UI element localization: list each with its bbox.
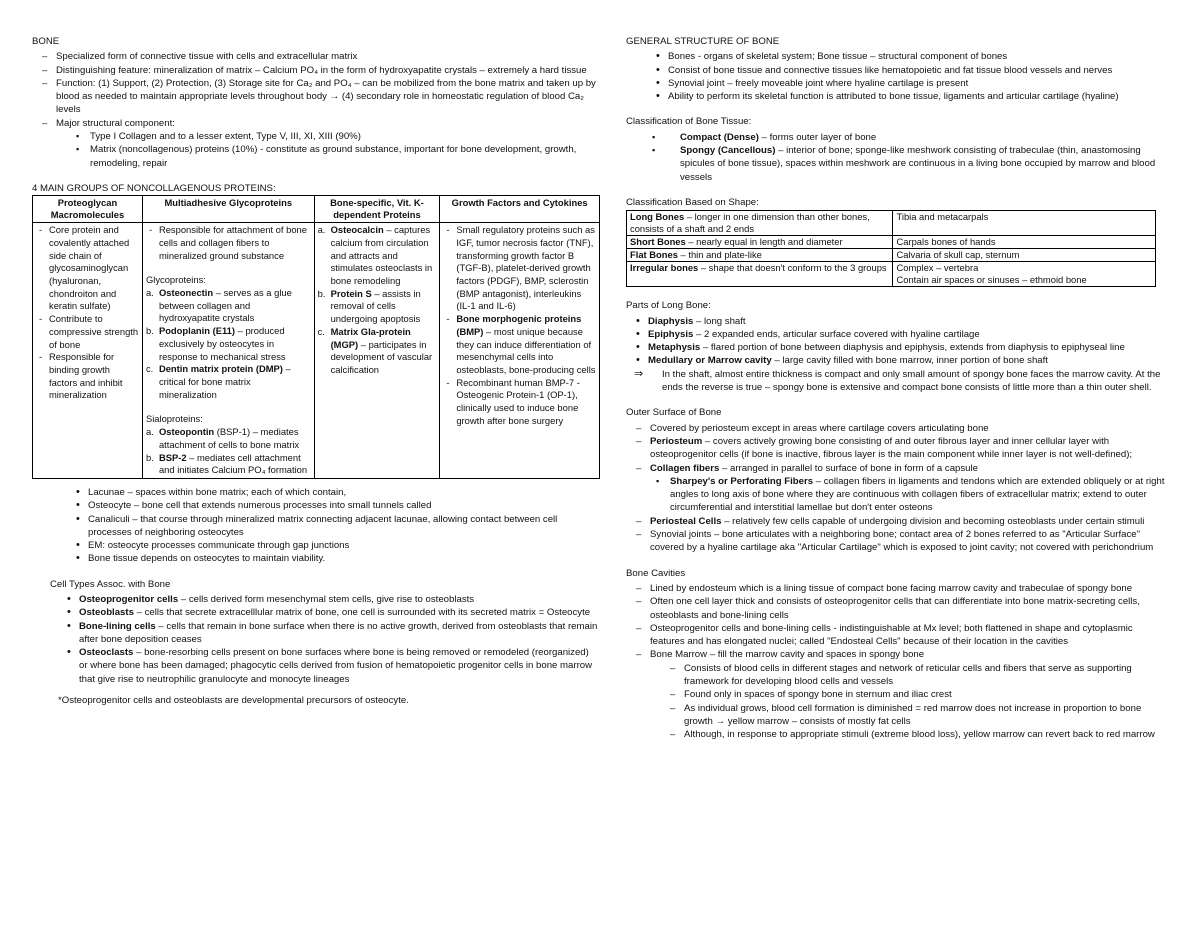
table-cell: Calvaria of skull cap, sternum bbox=[893, 249, 1156, 262]
list-item: – As individual grows, blood cell formation is diminished = red marrow does not increase in proportion to bone growth → yellow marrow – consists of mostly fat cells bbox=[660, 702, 1166, 729]
list-item: c. Dentin matrix protein (DMP) – critical for bone matrix mineralization bbox=[145, 363, 291, 400]
table-cell bbox=[314, 223, 440, 479]
list-item: – Periosteal Cells – relatively few cells capable of undergoing division and becoming osteoblasts under certain stimuli bbox=[626, 515, 1166, 528]
list-item: • Osteoclasts – bone-resorbing cells present on bone surfaces where bone is being removed or remodeled (reorganized) or where bone has been damaged; phagocytic cells derived from fusion of hematopoietic progenitor cells in bone marrow that give rise to neutrophilic granulocyte and monocyte lineages bbox=[57, 646, 600, 686]
bone-heading: BONE bbox=[32, 36, 60, 47]
footnote: *Osteoprogenitor cells and osteoblasts are developmental precursors of osteocyte. bbox=[58, 695, 409, 707]
sialoproteins-label: Sialoproteins: bbox=[145, 413, 203, 425]
list-item: – Function: (1) Support, (2) Protection, (3) Storage site for Ca₂ and PO₄ – can be mobilized from the bone matrix and taken up by blood as needed to maintain appropriate levels throughout body → (4) secondary role in homeostatic regulation of blood Ca₂ levels bbox=[32, 77, 600, 117]
glycoproteins-label: Glycoproteins: bbox=[145, 274, 206, 286]
list-item: b. Protein S – assists in removal of cells undergoing apoptosis bbox=[317, 287, 421, 325]
list-item: – Periosteum – covers actively growing bone consisting of and outer fibrous layer and inner cellular layer with osteoprogenitor cells (if bone is inactive, fibrous layer is the main component while inner layer is not well-defined); bbox=[626, 435, 1166, 462]
table-header-row bbox=[33, 196, 600, 223]
bone-list bbox=[32, 50, 600, 170]
list-item: – Covered by periosteum except in areas where cartilage covers articulating bone bbox=[626, 422, 1166, 435]
lacunae-list bbox=[66, 486, 600, 566]
list-item: – Specialized form of connective tissue with cells and extracellular matrix bbox=[32, 50, 600, 63]
list-item: – Found only in spaces of spongy bone in sternum and iliac crest bbox=[660, 688, 1166, 701]
table-cell bbox=[142, 223, 314, 479]
list-item: – Consists of blood cells in different stages and network of reticular cells and fibers that serve as supporting framework for developing blood cells and vessels bbox=[660, 662, 1166, 689]
list-item: – Distinguishing feature: mineralization of matrix – Calcium PO₄ in the form of hydroxyapatite crystals – extremely a hard tissue bbox=[32, 64, 600, 77]
list-item: b. Podoplanin (E11) – produced exclusively by osteocytes in response to mechanical stress bbox=[145, 325, 286, 362]
list-item: - Responsible for attachment of bone cells and collagen fibers to mineralized ground substance bbox=[146, 224, 311, 262]
list-item: ▪ Matrix (noncollagenous) proteins (10%) - constitute as ground substance, important for bone development, growth, remodeling, repair bbox=[70, 143, 600, 170]
list-item-text: Major structural component: bbox=[56, 117, 175, 129]
table-cell: Complex – vertebra Contain air spaces or sinuses – ethmoid bone bbox=[893, 262, 1156, 287]
table-header: Multiadhesive Glycoproteins bbox=[142, 196, 314, 223]
list-item: – Bone Marrow – fill the marrow cavity and spaces in spongy bone – Consists of blood cells in different stages and network of reticular cells and fibers that serve as supporting framework for developing blood cells and vessels – Found only in spaces of spongy bone in sternum and iliac crest – As individual grows, blood cell formation is diminished = red marrow does not increase in proportion to bone growth → yellow marrow – consists of mostly fat cells – Although, in response to appropriate stimuli (extreme blood loss), yellow marrow can revert back to red marrow bbox=[626, 648, 1166, 741]
list-item: a. Osteocalcin – captures calcium from circulation and attracts and stimulates osteoclasts in bone remodeling bbox=[317, 224, 433, 287]
list-item: c. Matrix Gla-protein (MGP) – participates in development of vascular calcification bbox=[317, 325, 433, 375]
list-item: b. BSP-2 – mediates cell attachment and initiates Calcium PO₄ formation bbox=[145, 451, 308, 476]
table-cell: Long Bones – longer in one dimension than other bones, consists of a shaft and 2 ends bbox=[627, 211, 893, 236]
cell-types-list bbox=[57, 593, 600, 686]
table-row bbox=[627, 249, 1156, 262]
list-item: • Osteoblasts – cells that secrete extracelllular matrix of bone, one cell is surrounded with its secreted matrix = Osteocyte bbox=[57, 606, 600, 619]
bone-cavities-heading: Bone Cavities bbox=[626, 567, 686, 579]
table-row bbox=[627, 211, 1156, 236]
list-item bbox=[32, 117, 600, 170]
list-item: • Canaliculi – that course through mineralized matrix connecting adjacent lacunae, allowing contact between cell processes of neighboring osteocytes bbox=[66, 513, 600, 540]
table-header: Bone-specific, Vit. K-dependent Proteins bbox=[314, 196, 440, 223]
list-item: - Responsible for binding growth factors and inhibit mineralization bbox=[36, 351, 139, 402]
left-column bbox=[32, 35, 600, 707]
shape-classification-heading: Classification Based on Shape: bbox=[626, 196, 759, 208]
list-item: – Synovial joints – bone articulates with a neighboring bone; contact area of 2 bones referred to as "Articular Surface" covered by a hyaline cartilage aka "Articular Cartilage" which is exposed to joint cavity; not covered with perichondrium bbox=[626, 528, 1166, 555]
list-item: • Epiphysis – 2 expanded ends, articular surface covered with hyaline cartilage bbox=[626, 328, 1166, 341]
list-item: - Bone morphogenic proteins (BMP) – most unique because they can induce differentiation of mesenchymal cells into osteoblasts, bone-producing cells bbox=[443, 313, 596, 377]
proteins-table bbox=[32, 195, 600, 479]
general-structure-heading: GENERAL STRUCTURE OF BONE bbox=[626, 36, 780, 47]
parts-list bbox=[626, 315, 1166, 368]
list-item: - Core protein and covalently attached side chain of glycosaminoglycan (hyaluronan, chondroiton and keratin sulfate) bbox=[36, 224, 139, 313]
list-item: - Contribute to compressive strength of bone bbox=[36, 313, 139, 351]
list-item: – Collagen fibers – arranged in parallel to surface of bone in form of a capsule ▪ Sharpey's or Perforating Fibers – collagen fibers in ligaments and tendons which are extended obliquely or at right angles to long axis of bone where they are continuous with collagen fibers of extracellular matrix; extend to outer circumferential and interstitial lamellae but don't enter osteons bbox=[626, 462, 1166, 515]
table-row bbox=[627, 236, 1156, 249]
structural-list bbox=[70, 130, 600, 170]
list-item: • Metaphysis – flared portion of bone between diaphysis and epiphysis, extends from diaphysis to epiphyseal line bbox=[626, 341, 1166, 354]
table-row bbox=[627, 262, 1156, 287]
table-header: Proteoglycan Macromolecules bbox=[33, 196, 143, 223]
list-item: ▪ Compact (Dense) – forms outer layer of bone bbox=[646, 131, 1166, 144]
list-item: • Medullary or Marrow cavity – large cavity filled with bone marrow, inner portion of bone shaft bbox=[626, 354, 1166, 367]
table-cell: Carpals bones of hands bbox=[893, 236, 1156, 249]
parts-heading: Parts of Long Bone: bbox=[626, 300, 711, 312]
list-item: – Often one cell layer thick and consists of osteoprogenitor cells that can differentiate into bone matrix-secreting cells, osteoblasts and bone-lining cells bbox=[626, 595, 1166, 622]
list-item: • Bones - organs of skeletal system; Bone tissue – structural component of bones bbox=[646, 50, 1166, 63]
list-item: • Bone tissue depends on osteocytes to maintain viability. bbox=[66, 552, 600, 565]
table-header: Growth Factors and Cytokines bbox=[440, 196, 600, 223]
list-item: - Small regulatory proteins such as IGF, tumor necrosis factor (TNF), transforming growth factor B (TGF-B), platelet-derived growth factors (PDGF), BMP, sclerostin (BMP antagonist), interleukins (IL-1 and IL-6) bbox=[443, 224, 596, 313]
list-item: a. Osteonectin – serves as a glue between collagen and hydroxyapatite crystals bbox=[145, 287, 292, 324]
list-item: • Osteoprogenitor cells – cells derived form mesenchymal stem cells, give rise to osteoblasts bbox=[57, 593, 600, 606]
shape-table bbox=[626, 210, 1156, 287]
list-item: - Recombinant human BMP-7 - Osteogenic Protein-1 (OP-1), clinically used to induce bone growth after bone surgery bbox=[443, 377, 596, 428]
tissue-classification-heading: Classification of Bone Tissue: bbox=[626, 116, 752, 128]
cell-types-heading: Cell Types Assoc. with Bone bbox=[50, 578, 171, 590]
list-item: • EM: osteocyte processes communicate through gap junctions bbox=[66, 539, 600, 552]
table-cell: Tibia and metacarpals bbox=[893, 211, 1156, 236]
table-title: 4 MAIN GROUPS OF NONCOLLAGENOUS PROTEINS: bbox=[32, 182, 276, 194]
general-structure-list bbox=[646, 50, 1166, 103]
right-column bbox=[626, 35, 1166, 741]
list-item: – Lined by endosteum which is a lining tissue of compact bone facing marrow cavity and trabeculae of spongy bone bbox=[626, 582, 1166, 595]
table-row bbox=[33, 223, 600, 479]
table-cell: Irregular bones – shape that doesn't conform to the 3 groups bbox=[627, 262, 893, 287]
parts-note bbox=[626, 368, 1166, 395]
list-item: ▪ Sharpey's or Perforating Fibers – collagen fibers in ligaments and tendons which are extended obliquely or at right angles to long axis of bone where they are continuous with collagen fibers of extracellular matrix; extend to outer circumferential and interstitial lamellae but don't enter osteons bbox=[650, 475, 1166, 515]
list-item: ▪ Spongy (Cancellous) – interior of bone; sponge-like meshwork consisting of trabeculae (thin, anastomosing spicules of bone tissue), spaces within meshwork are continuous in a living bone occupied by marrow and blood vessels bbox=[646, 144, 1166, 184]
list-item: • Diaphysis – long shaft bbox=[626, 315, 1166, 328]
list-item: • Synovial joint – freely moveable joint where hyaline cartilage is present bbox=[646, 77, 1166, 90]
list-item: • Ability to perform its skeletal function is attributed to bone tissue, ligaments and articular cartilage (hyaline) bbox=[646, 90, 1166, 103]
list-item: • Lacunae – spaces within bone matrix; each of which contain, bbox=[66, 486, 600, 499]
list-item: – Osteoprogenitor cells and bone-lining cells - indistinguishable at Mx level; both flattened in shape and cytoplasmic features and has elongated nuclei; called "Endosteal Cells" because of their location in the cavities bbox=[626, 622, 1166, 649]
bone-marrow-list bbox=[660, 662, 1166, 742]
list-item: ⇒ In the shaft, almost entire thickness is compact and only small amount of spongy bone faces the marrow cavity. At the ends the reverse is true – spongy bone is extensive and compact bone consists of little more than a thin outer shell. bbox=[626, 368, 1166, 395]
table-cell bbox=[440, 223, 600, 479]
list-item: ▪ Type I Collagen and to a lesser extent, Type V, III, XI, XIII (90%) bbox=[70, 130, 600, 143]
table-cell: Flat Bones – thin and plate-like bbox=[627, 249, 893, 262]
bone-cavities-list bbox=[626, 582, 1166, 742]
table-cell: Short Bones – nearly equal in length and diameter bbox=[627, 236, 893, 249]
list-item: – Although, in response to appropriate stimuli (extreme blood loss), yellow marrow can revert back to red marrow bbox=[660, 728, 1166, 741]
table-cell bbox=[33, 223, 143, 479]
tissue-classification-list bbox=[646, 131, 1166, 184]
list-item: • Consist of bone tissue and connective tissues like hematopoietic and fat tissue blood vessels and nerves bbox=[646, 64, 1166, 77]
outer-surface-heading: Outer Surface of Bone bbox=[626, 407, 722, 419]
list-item: • Bone-lining cells – cells that remain in bone surface when there is no active growth, derived from osteoblasts that remain after bone deposition ceases bbox=[57, 620, 600, 647]
outer-surface-list bbox=[626, 422, 1166, 555]
list-item: • Osteocyte – bone cell that extends numerous processes into small tunnels called bbox=[66, 499, 600, 512]
list-item: a. Osteopontin (BSP-1) – mediates attachment of cells to bone matrix bbox=[145, 426, 300, 450]
